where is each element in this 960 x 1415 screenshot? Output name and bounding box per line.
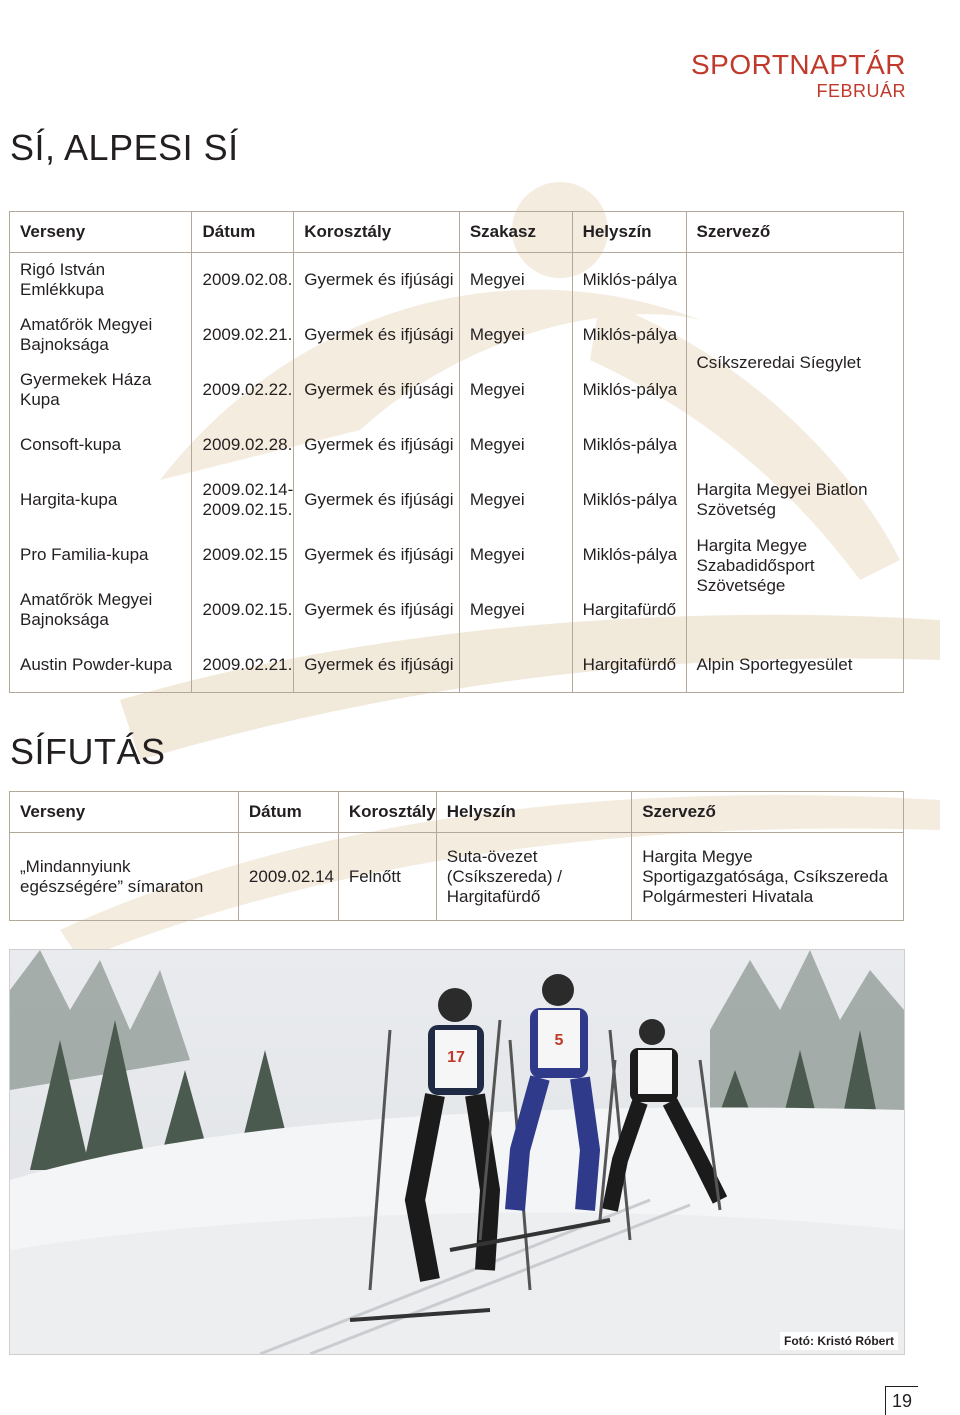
event-name: Austin Powder-kupa xyxy=(20,654,173,674)
event-age: Gyermek és ifjúsági xyxy=(294,363,460,418)
event-date: 2009.02.15. xyxy=(192,583,294,638)
event-date: 2009.02.08. xyxy=(192,253,294,308)
event-name: Hargita-kupa xyxy=(20,490,118,509)
table-header-row xyxy=(10,212,904,253)
event-venue: Miklós-pálya xyxy=(572,528,686,583)
skiers-photo xyxy=(9,949,905,1355)
alpine-events-table xyxy=(9,211,904,693)
column-header: Korosztály xyxy=(294,212,460,253)
event-date: 2009.02.28. xyxy=(192,418,294,473)
event-age: Gyermek és ifjúsági xyxy=(294,308,460,363)
event-organizer: Hargita Megyei Biatlon Szövetség xyxy=(686,473,903,528)
event-organizer: Csíkszeredai Síegylet xyxy=(686,253,903,473)
event-venue: Miklós-pálya xyxy=(572,253,686,308)
event-stage: Megyei xyxy=(459,528,572,583)
column-header: Szervező xyxy=(632,792,904,833)
event-stage: Megyei xyxy=(459,418,572,473)
column-header: Helyszín xyxy=(436,792,631,833)
event-age: Gyermek és ifjúsági xyxy=(294,638,460,693)
event-date: 2009.02.15 xyxy=(192,528,294,583)
column-header: Dátum xyxy=(238,792,338,833)
column-header: Korosztály xyxy=(338,792,436,833)
table-row xyxy=(10,528,904,583)
event-name: „Mindannyiunk egészségére” símaraton xyxy=(20,856,204,896)
column-header: Verseny xyxy=(10,212,192,253)
table-row xyxy=(10,833,904,921)
event-venue: Miklós-pálya xyxy=(572,418,686,473)
photo-credit: Fotó: Kristó Róbert xyxy=(780,1332,898,1350)
event-age: Gyermek és ifjúsági xyxy=(294,528,460,583)
event-date: 2009.02.14 xyxy=(238,833,338,921)
event-name: Pro Familia-kupa xyxy=(20,545,149,564)
event-stage: Megyei xyxy=(459,363,572,418)
section-header xyxy=(691,50,906,102)
event-venue: Miklós-pálya xyxy=(572,473,686,528)
event-organizer: Alpin Sportegyesület xyxy=(686,638,903,693)
event-age: Gyermek és ifjúsági xyxy=(294,253,460,308)
table-header-row xyxy=(10,792,904,833)
event-stage xyxy=(459,638,572,693)
event-date: 2009.02.14- 2009.02.15. xyxy=(192,473,294,528)
event-age: Felnőtt xyxy=(338,833,436,921)
header-title: SPORTNAPTÁR xyxy=(690,49,906,80)
event-venue: Miklós-pálya xyxy=(572,363,686,418)
header-subtitle: FEBRUÁR xyxy=(816,81,906,101)
event-organizer: Hargita Megye Sportigazgatósága, Csíkszereda Polgármesteri Hivatala xyxy=(632,833,904,921)
column-header: Helyszín xyxy=(572,212,686,253)
bib-number: 17 xyxy=(447,1049,465,1066)
table-row xyxy=(10,473,904,528)
column-header: Verseny xyxy=(10,792,239,833)
event-stage: Megyei xyxy=(459,253,572,308)
event-date: 2009.02.21. xyxy=(192,638,294,693)
event-age: Gyermek és ifjúsági xyxy=(294,583,460,638)
event-stage: Megyei xyxy=(459,583,572,638)
event-venue: Hargitafürdő xyxy=(572,638,686,693)
table-row xyxy=(10,253,904,308)
event-date: 2009.02.21. xyxy=(192,308,294,363)
event-name: Amatőrök Megyei Bajnoksága xyxy=(20,590,153,629)
event-name: Gyermekek Háza Kupa xyxy=(20,370,152,409)
crosscountry-events-table xyxy=(9,791,904,921)
event-venue: Hargitafürdő xyxy=(572,583,686,638)
column-header: Dátum xyxy=(192,212,294,253)
event-venue: Suta-övezet (Csíkszereda) / Hargitafürdő xyxy=(436,833,631,921)
event-stage: Megyei xyxy=(459,473,572,528)
table-row xyxy=(10,638,904,693)
event-venue: Miklós-pálya xyxy=(572,308,686,363)
alpine-section-title: SÍ, ALPESI SÍ xyxy=(10,127,239,168)
event-stage: Megyei xyxy=(459,308,572,363)
column-header: Szakasz xyxy=(459,212,572,253)
event-age: Gyermek és ifjúsági xyxy=(294,418,460,473)
page-number: 19 xyxy=(885,1386,918,1415)
skiers-illustration xyxy=(10,950,904,1354)
event-name: Consoft-kupa xyxy=(20,435,122,454)
column-header: Szervező xyxy=(686,212,903,253)
crosscountry-section-title: SÍFUTÁS xyxy=(10,731,166,772)
event-age: Gyermek és ifjúsági xyxy=(294,473,460,528)
event-date: 2009.02.22. xyxy=(192,363,294,418)
bib-number: 5 xyxy=(554,1032,564,1049)
event-organizer: Hargita Megye Szabadidősport Szövetsége xyxy=(686,528,903,638)
event-name: Amatőrök Megyei Bajnoksága xyxy=(20,315,153,354)
event-name: Rigó István Emlékkupa xyxy=(20,260,106,300)
